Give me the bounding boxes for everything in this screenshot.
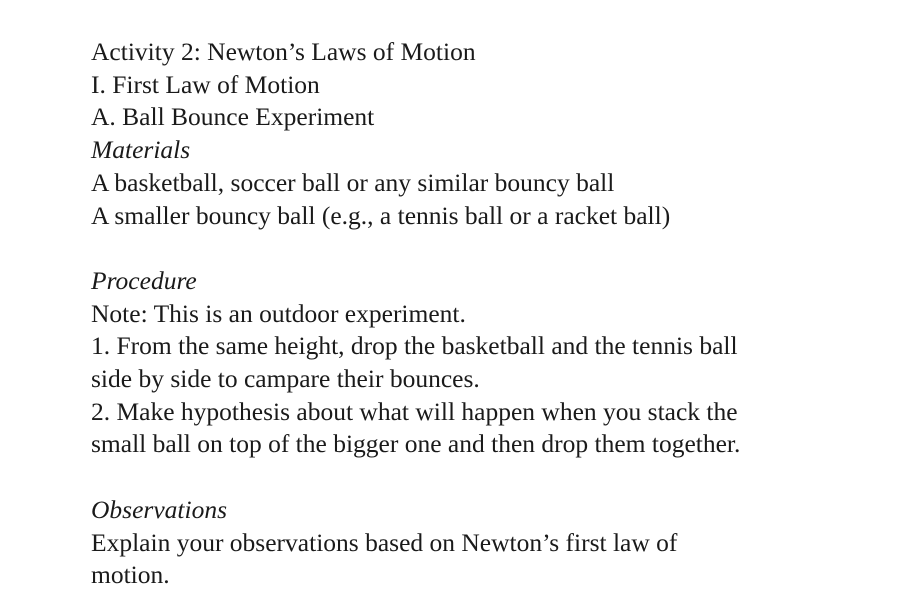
experiment-title: A. Ball Bounce Experiment — [91, 102, 375, 132]
procedure-heading: Procedure — [91, 265, 197, 295]
observations-text-line-2: motion. — [91, 560, 170, 590]
materials-item: A smaller bouncy ball (e.g., a tennis ball or a racket ball) — [91, 200, 671, 230]
activity-title: Activity 2: Newton’s Laws of Motion — [91, 37, 476, 66]
procedure-step-2-line-2: small ball on top of the bigger one and then drop them together. — [91, 429, 741, 459]
procedure-note: Note: This is an outdoor experiment. — [91, 298, 466, 328]
procedure-step-1-line-1: 1. From the same height, drop the basketball and the tennis ball — [91, 331, 738, 361]
document-body — [91, 36, 891, 592]
observations-text-line-1: Explain your observations based on Newton’s first law of — [91, 527, 678, 557]
section-title: I. First Law of Motion — [91, 69, 320, 99]
materials-item: A basketball, soccer ball or any similar bouncy ball — [91, 167, 615, 197]
spacer — [91, 461, 891, 494]
procedure-step-1-line-2: side by side to campare their bounces. — [91, 364, 480, 394]
spacer — [91, 232, 891, 265]
materials-heading: Materials — [91, 135, 191, 165]
procedure-step-2-line-1: 2. Make hypothesis about what will happen when you stack the — [91, 396, 738, 426]
observations-heading: Observations — [91, 494, 227, 524]
